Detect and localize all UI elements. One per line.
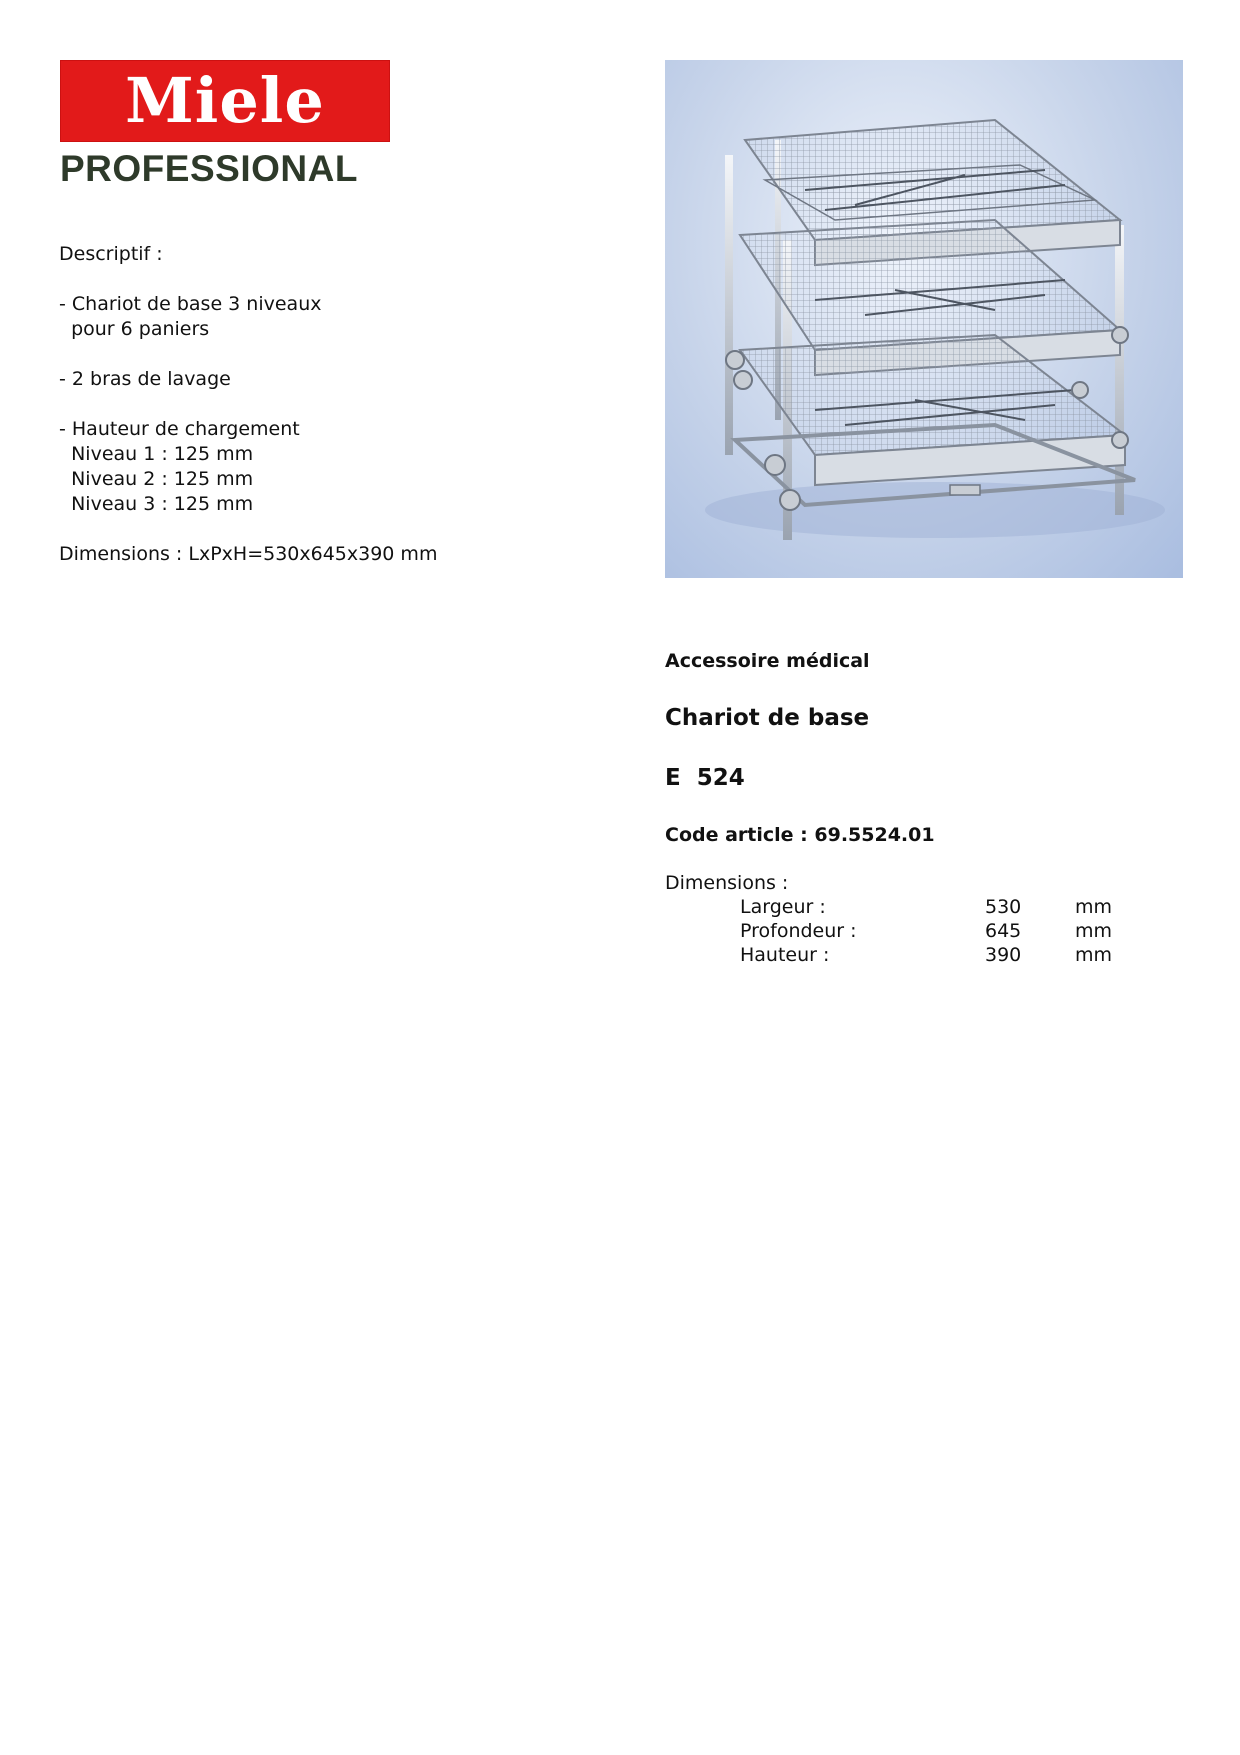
- description-line: - Chariot de base 3 niveaux: [59, 293, 322, 315]
- description-line: Niveau 2 : 125 mm: [59, 468, 254, 490]
- basket-cart-illustration: [665, 60, 1183, 578]
- description-line: - Hauteur de chargement: [59, 418, 300, 440]
- description-gap: [59, 517, 619, 542]
- brand-logo-red-block: [60, 60, 390, 142]
- description-line: Niveau 1 : 125 mm: [59, 443, 254, 465]
- dimension-label: Largeur :: [740, 896, 826, 918]
- product-category: Accessoire médical: [665, 650, 870, 672]
- product-title: Chariot de base: [665, 705, 870, 731]
- dimension-unit: mm: [1075, 944, 1113, 966]
- description-line: Niveau 3 : 125 mm: [59, 493, 254, 515]
- description-gap: [59, 267, 619, 292]
- description-line: - 2 bras de lavage: [59, 368, 231, 390]
- description-gap: [59, 392, 619, 417]
- brand-logo: [60, 60, 390, 196]
- product-code: Code article : 69.5524.01: [665, 824, 935, 846]
- brand-sub: PROFESSIONAL: [60, 148, 358, 189]
- description-line: pour 6 paniers: [59, 318, 210, 340]
- dimension-value: 645: [985, 920, 1022, 942]
- description-line: Descriptif :: [59, 243, 163, 265]
- dimension-unit: mm: [1075, 896, 1113, 918]
- dimension-row-depth: [740, 920, 1160, 944]
- description-gap: [59, 342, 619, 367]
- dimension-label: Hauteur :: [740, 944, 830, 966]
- dimension-row-width: [740, 896, 1160, 920]
- dimension-unit: mm: [1075, 920, 1113, 942]
- dimension-row-height: [740, 944, 1160, 968]
- description-block: [59, 242, 619, 567]
- dimensions-label: Dimensions :: [665, 872, 789, 894]
- dimension-value: 390: [985, 944, 1022, 966]
- product-model: E 524: [665, 765, 745, 791]
- description-line: Dimensions : LxPxH=530x645x390 mm: [59, 543, 438, 565]
- product-photo: [665, 60, 1183, 578]
- dimension-label: Profondeur :: [740, 920, 857, 942]
- brand-name: Miele: [125, 64, 325, 137]
- dimension-value: 530: [985, 896, 1022, 918]
